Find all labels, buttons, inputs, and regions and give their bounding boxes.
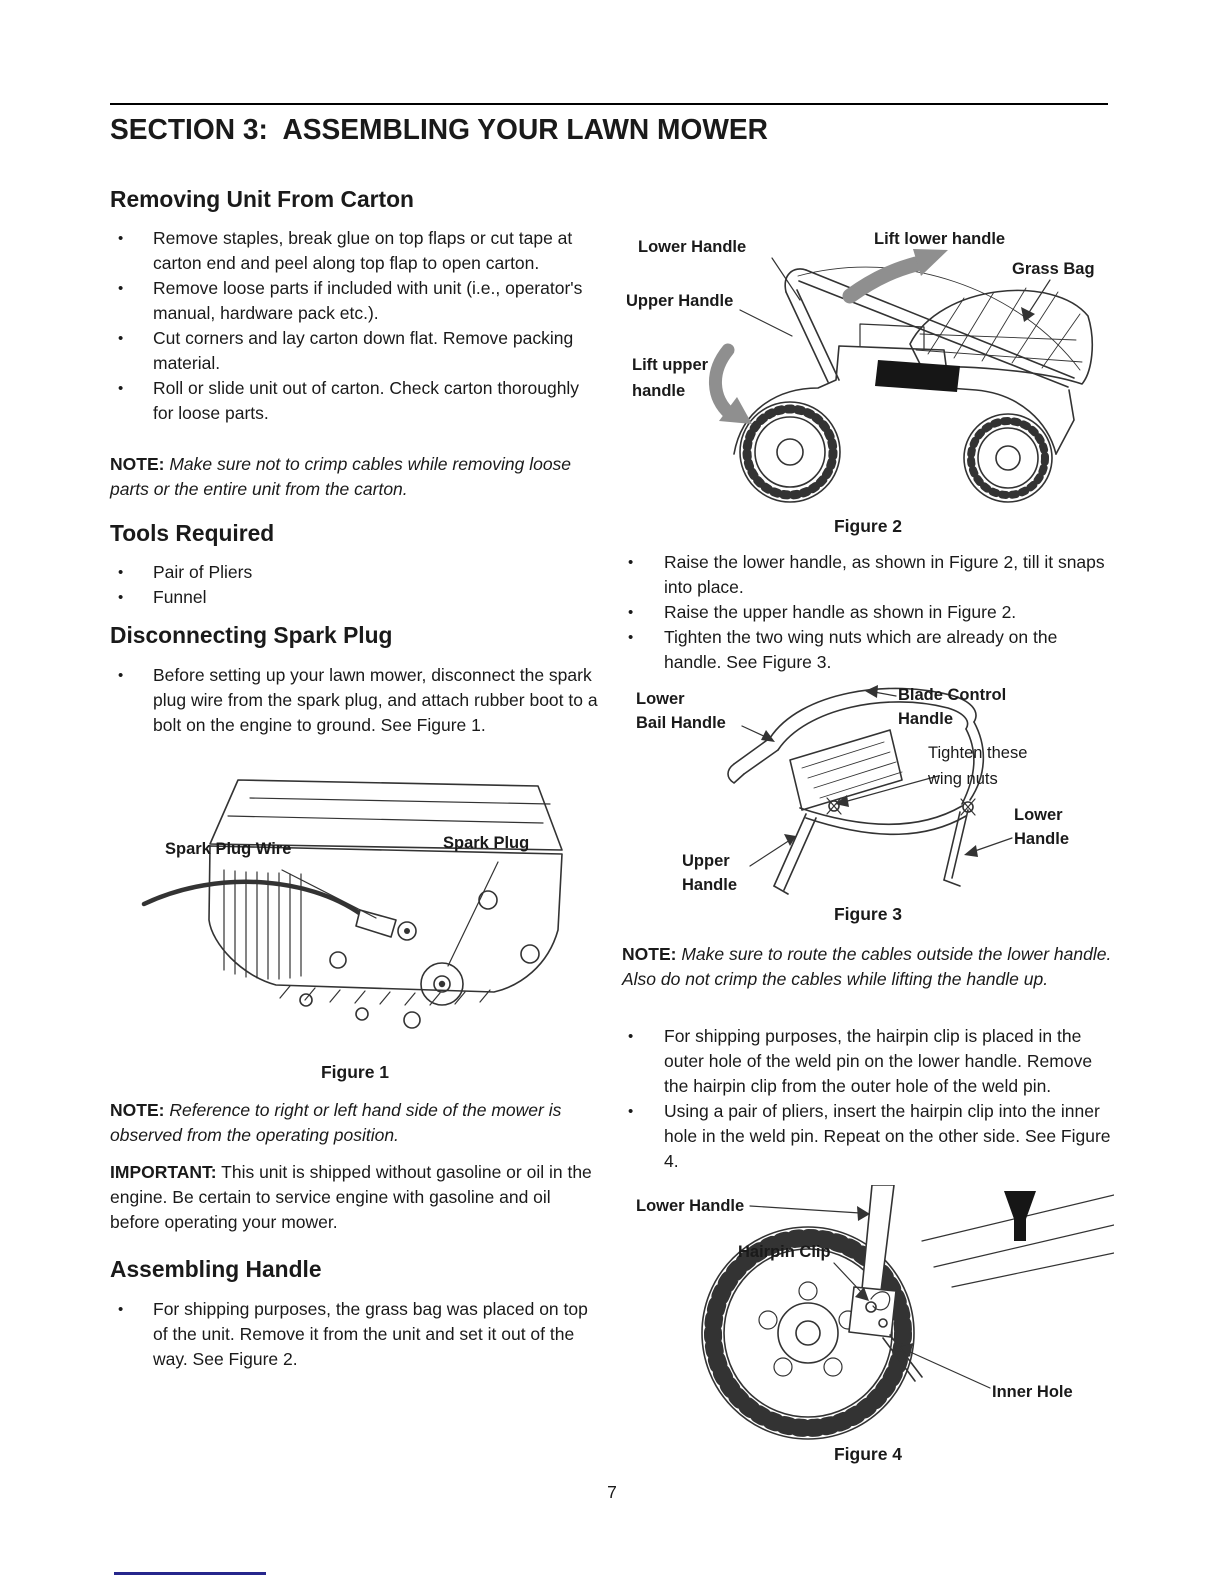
note-removing [110,452,596,502]
figure3-label-lower-handle-2: Handle [1014,830,1070,848]
important-label: IMPORTANT: [110,1162,217,1182]
note-label: NOTE: [110,454,165,474]
page-number: 7 [607,1482,617,1502]
note-reference [110,1098,596,1148]
removing-bullet-list [110,226,600,426]
note-label: NOTE: [622,944,677,964]
figure2-label-lift-upper: Lift upper [632,356,709,374]
note-label: NOTE: [110,1100,165,1120]
bullet-text: Raise the upper handle as shown in Figure 2. [664,602,1017,622]
bullet-marker: • [628,629,634,646]
figure-4 [622,1185,1114,1440]
bullet-marker: • [118,380,124,397]
figure3-label-upper-handle-2: Handle [682,876,738,894]
section-title: SECTION 3: ASSEMBLING YOUR LAWN MOWER [110,114,768,146]
footer-rule [114,1572,266,1575]
heading-assembling-handle: Assembling Handle [110,1256,322,1282]
figure-1 [110,772,600,1060]
figure1-label-spark-plug-wire: Spark Plug Wire [165,840,292,858]
bullet-marker: • [118,1301,124,1318]
heading-tools-required: Tools Required [110,520,275,546]
bullet-marker: • [118,667,124,684]
bullet-marker: • [118,589,124,606]
figure2-label-lift-upper-2: handle [632,382,686,400]
bullet-item [110,376,600,426]
figure1-engine-illustration [110,772,600,1060]
bullet-item [110,326,600,376]
note-text: Make sure not to crimp cables while removing loose parts or the entire unit from the carton. [110,454,572,499]
bullet-text: Raise the lower handle, as shown in Figure 2, till it snaps into place. [664,552,1105,597]
bullet-marker: • [118,330,124,347]
bullet-item [110,1297,600,1372]
bullet-text: For shipping purposes, the hairpin clip is placed in the outer hole of the weld pin on the lower handle. Remove the hairpin clip from the outer hole of the weld pin. [664,1026,1093,1096]
note-route-cables [622,942,1112,992]
spark-bullet-list [110,663,600,738]
bullet-text: Before setting up your lawn mower, disconnect the spark plug wire from the spark plug, and attach rubber boot to a bolt on the engine to ground. See Figure 1. [153,665,598,735]
figure3-label-upper-handle: Upper [682,852,730,870]
heading-removing-unit: Removing Unit From Carton [110,186,414,212]
figure1-caption: Figure 1 [320,1062,390,1082]
figure2-label-upper-handle: Upper Handle [626,292,734,310]
bullet-text: For shipping purposes, the grass bag was placed on top of the unit. Remove it from the unit and set it out of the way. See Figure 2. [153,1299,588,1369]
bullet-item [622,625,1114,675]
figure2-caption: Figure 2 [833,516,903,536]
important-text: This unit is shipped without gasoline or oil in the engine. Be certain to service engine with gasoline and oil before operating your mower. [110,1162,592,1232]
figure3-label-tighten: Tighten these [928,744,1028,762]
figure1-label-spark-plug: Spark Plug [443,834,530,852]
bullet-item [110,276,600,326]
bullet-text: Remove staples, break glue on top flaps or cut tape at carton end and peel along top flap to open carton. [153,228,573,273]
figure3-label-blade-control: Blade Control [898,686,1007,704]
tools-bullet-list [110,560,600,610]
figure2-label-lift-lower-handle: Lift lower handle [874,230,1006,248]
bullet-item [622,600,1114,625]
figure4-label-hairpin-clip: Hairpin Clip [738,1243,831,1261]
bullet-marker: • [118,564,124,581]
figure2-label-lower-handle: Lower Handle [638,238,747,256]
figure2-label-grass-bag: Grass Bag [1012,260,1095,278]
figure4-label-inner-hole: Inner Hole [992,1383,1073,1401]
bullet-marker: • [118,280,124,297]
bullet-item [622,550,1114,600]
figure-3 [622,676,1114,904]
lift-upper-handle-arrow-icon [715,350,752,424]
figure3-label-blade-control-2: Handle [898,710,954,728]
bullet-marker: • [628,1103,634,1120]
figure3-caption: Figure 3 [833,904,903,924]
bullet-text: Cut corners and lay carton down flat. Remove packing material. [153,328,574,373]
bullet-item [110,663,600,738]
bullet-item [110,585,600,610]
important-paragraph [110,1160,596,1235]
heading-disconnecting-spark-plug: Disconnecting Spark Plug [110,622,393,648]
bullet-marker: • [628,604,634,621]
top-rule [110,103,1108,105]
bullet-text: Pair of Pliers [153,562,253,582]
bullet-text: Roll or slide unit out of carton. Check carton thoroughly for loose parts. [153,378,580,423]
lift-lower-handle-arrow-icon [850,249,948,296]
figure3-label-lower-bail: Lower [636,690,685,708]
note-text: Make sure to route the cables outside the lower handle. Also do not crimp the cables while lifting the handle up. [622,944,1112,989]
figure3-label-tighten-2: wing nuts [928,770,998,788]
bullet-text: Tighten the two wing nuts which are already on the handle. See Figure 3. [664,627,1058,672]
bullet-marker: • [628,1028,634,1045]
hairpin-bullet-list [622,1024,1114,1174]
bullet-marker: • [118,230,124,247]
figure3-label-lower-bail-2: Bail Handle [636,714,726,732]
bullet-text: Funnel [153,587,207,607]
bullet-text: Using a pair of pliers, insert the hairpin clip into the inner hole in the weld pin. Repeat on the other side. See Figure 4. [664,1101,1111,1171]
assembling-bullet-list [110,1297,600,1372]
figure-2 [622,222,1114,514]
bullet-item [110,560,600,585]
bullet-text: Remove loose parts if included with unit (i.e., operator's manual, hardware pack etc.). [153,278,583,323]
figure3-label-lower-handle: Lower [1014,806,1063,824]
bullet-item [622,1099,1114,1174]
note-text: Reference to right or left hand side of the mower is observed from the operating position. [110,1100,562,1145]
bullet-marker: • [628,554,634,571]
figure4-caption: Figure 4 [833,1444,903,1464]
figure4-label-lower-handle: Lower Handle [636,1197,745,1215]
bullet-item [622,1024,1114,1099]
bullet-item [110,226,600,276]
figure2-bullet-list [622,550,1114,675]
